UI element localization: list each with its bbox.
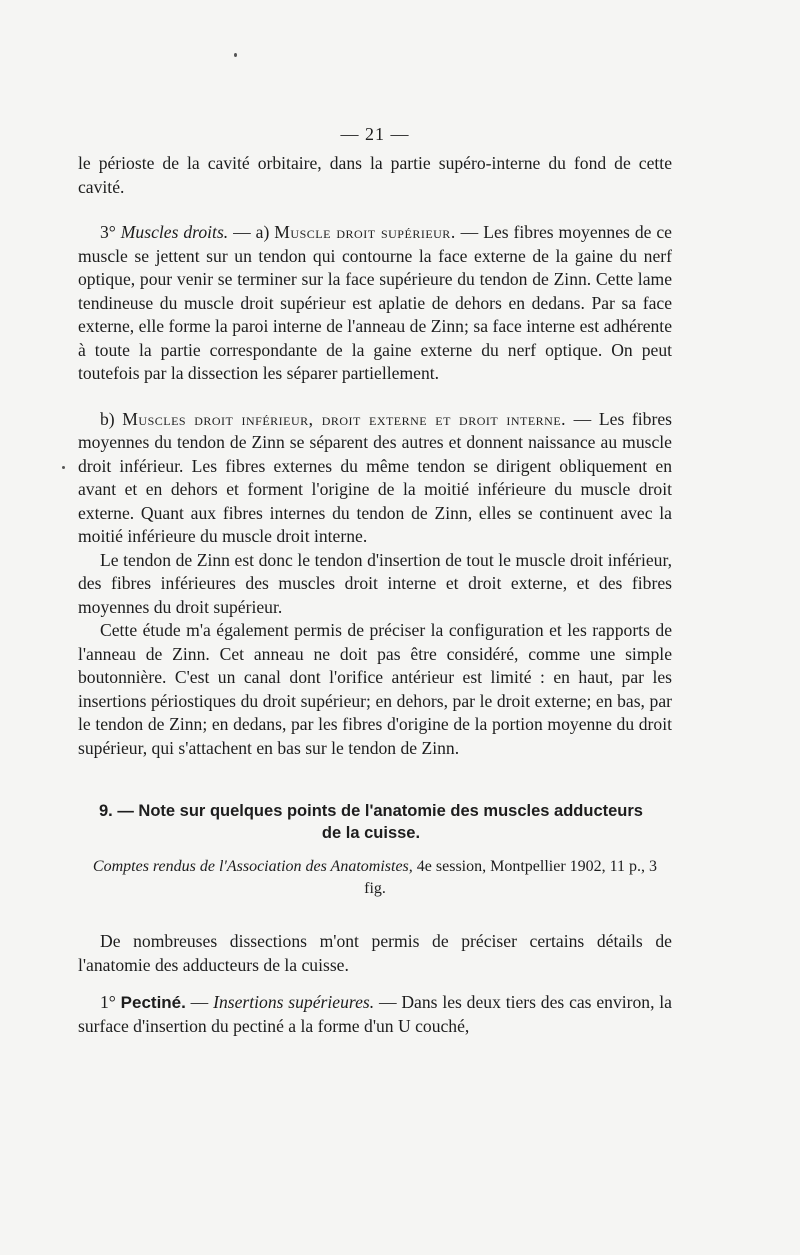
paragraph-pectine xyxy=(78,991,672,1038)
citation-journal: Comptes rendus de l'Association des Anatomistes, xyxy=(92,858,413,875)
subsection-number: 1° xyxy=(100,992,121,1012)
paragraph-droits-inferieur xyxy=(78,408,672,549)
paragraph-body: — Les fibres moyennes de ce muscle se jettent sur un tendon qui contourne la face externe de la gaine du nerf optique, pour venir se terminer sur la face supérieure du tendon de Zinn. Cette lame tendineuse du muscle droit supérieur est aplatie de dehors en dedans. Par sa face externe, elle forme la paroi interne de l'anneau de Zinn; sa face interne est adhérente à toute la partie correspondante de la gaine externe du nerf optique. On peut toutefois par la dissection les séparer partiellement. xyxy=(78,222,672,383)
heading-muscles-droits: Muscles droits. xyxy=(120,222,229,242)
text-column xyxy=(78,120,672,1038)
section-title: 9. — Note sur quelques points de l'anatomie des muscles adducteurs de la cuisse. xyxy=(99,802,643,842)
section-intro: De nombreuses dissections m'ont permis de préciser certains détails de l'anatomie des adducteurs de la cuisse. xyxy=(78,931,672,975)
paragraph-body: — Les fibres moyennes du tendon de Zinn se séparent des autres et donnent naissance au muscle droit inférieur. Les fibres externes du même tendon se dirigent obliquement en avant et en dehors et forment l'origine de la moitié inférieure du muscle droit externe. Quant aux fibres internes du tendon de Zinn, elles se continuent avec la moitié inférieure du muscle droit interne. xyxy=(78,408,672,546)
paragraph-label: b) xyxy=(100,408,123,429)
subheading-droit-superieur: Muscle droit supérieur. xyxy=(274,222,456,242)
subsection-heading-pectine: Pectiné. xyxy=(120,993,186,1012)
page-number: — 21 — xyxy=(340,124,410,144)
paragraph-anneau-zinn: Cette étude m'a également permis de préciser la configuration et les rapports de l'anneau de Zinn. Cet anneau ne doit pas être considéré, comme une simple boutonnière. C'est un canal dont l'orifice antérieur est limité : en haut, par les insertions périostiques du droit supérieur; en dehors, par le droit externe; en bas, par le tendon de Zinn; en dedans, par les fibres d'origine de la portion moyenne du droit supérieur, qui s'attachent en bas sur le tendon de Zinn. xyxy=(78,620,672,758)
paragraph-tendon-zinn: Le tendon de Zinn est donc le tendon d'insertion de tout le muscle droit inférieur, des fibres inférieures des muscles droit interne et droit externe, et des fibres moyennes du droit supérieur. xyxy=(78,549,672,617)
paragraph-continued: le périoste de la cavité orbitaire, dans la partie supéro-interne du fond de cette cavité. xyxy=(78,153,672,197)
citation xyxy=(78,856,672,900)
dash-separator: — xyxy=(185,992,214,1012)
paragraph-body: — Dans les deux tiers des cas environ, la surface d'insertion du pectiné a la forme d'un U couché, xyxy=(78,992,672,1036)
citation-details: 4e session, Montpellier 1902, 11 p., 3 fig. xyxy=(364,858,658,897)
dash-label: — a) xyxy=(228,222,275,242)
paragraph-number: 3° xyxy=(100,222,121,242)
ink-speck xyxy=(234,53,237,57)
subsection-topic: Insertions supérieures. xyxy=(213,992,375,1012)
subheading-droits-inferieur-externe-interne: Muscles droit inférieur, droit externe et droit interne. xyxy=(122,408,567,429)
paragraph-muscles-droits xyxy=(78,221,672,386)
ink-speck xyxy=(62,466,65,469)
